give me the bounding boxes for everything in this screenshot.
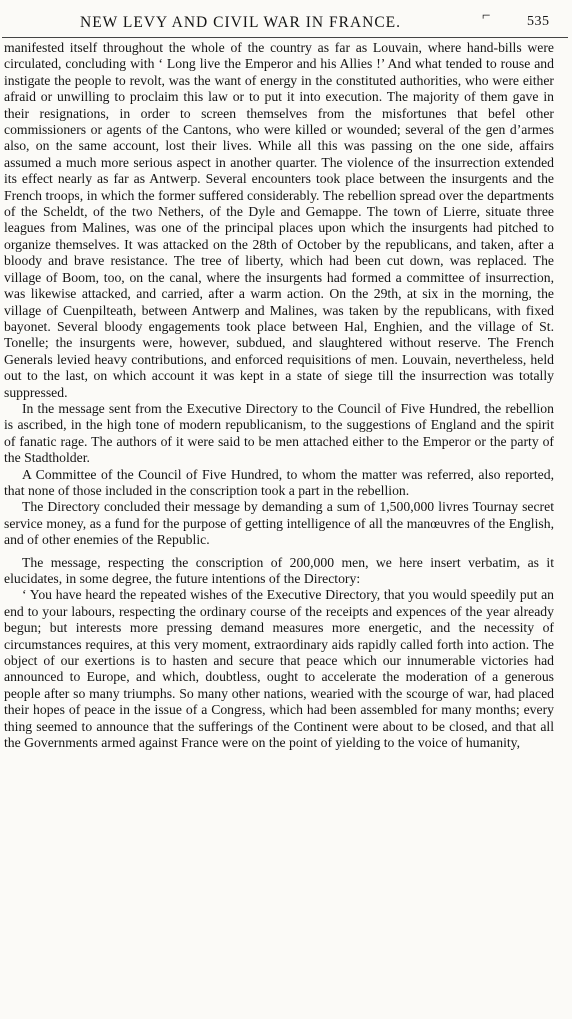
printer-mark: ⌐ (482, 8, 492, 24)
header-rule (2, 37, 568, 38)
running-header (0, 6, 572, 34)
paragraph-conscription-intro: The message, respecting the conscription of 200,000 men, we here insert verbatim, as it elucidates, in some degree, the future intentions of the Directory: (4, 554, 554, 586)
paragraph-committee-report: A Committee of the Council of Five Hundred, to whom the matter was referred, also reported, that none of those included in the conscription took a part in the rebellion. (4, 466, 554, 498)
paragraph-continuation: manifested itself throughout the whole of the country as far as Louvain, where hand-bills were circulated, concluding with ‘ Long live the Emperor and his Allies !’ And what tended to rouse and instigate the people to revolt, was the want of energy in the constituted authorities, who were either afraid or unwilling to proclaim this law or to put it into execution. The majority of them gave in their resignations, in order to screen themselves from the misfortunes that befel other commissioners or agents of the Cantons, who were killed or wounded; several of the gen d’armes also, on the same account, lost their lives. While all this was passing on the one side, affairs assumed a much more serious aspect in another quarter. The violence of the insurrection extended its effect nearly as far as Antwerp. Several encounters took place between the insurgents and the French troops, in which the former suffered considerably. The rebellion spread over the departments of the Scheldt, of the two Nethers, of the Dyle and Gemappe. The town of Lierre, situate three leagues from Malines, was one of the principal places upon which the insurgents had pitched to organize themselves. It was attacked on the 28th of October by the republicans, and taken, after a bloody and brave resistance. The tree of liberty, which had been cut down, was replaced. The village of Boom, too, on the canal, where the insurgents had formed a committee of insurrection, was likewise attacked, and carried, after a warm action. On the 29th, at six in the morning, the village of Cuenpilteath, between Antwerp and Malines, was taken by the republicans, with fixed bayonet. Several bloody engagements took place between Hal, Enghien, and the village of St. Tonelle; the insurgents were, however, subdued, and slaughtered without reserve. The French Generals levied heavy contributions, and enforced requisitions of men. Louvain, nevertheless, held out to the last, on which account it was kept in a state of siege till the insurrection was totally suppressed. (4, 40, 554, 400)
page-number: 535 (527, 14, 550, 29)
paragraph-quoted-message: ‘ You have heard the repeated wishes of the Executive Directory, that you would speedily put an end to your labours, respecting the ordinary course of the receipts and expences of the year already begun; but interests more pressing demand measures more energetic, and the necessity of circumstances requires, at this very moment, extraordinary aids rapidly called forth into action. The object of our exertions is to hasten and secure that peace which our innumerable victories had announced to Europe, and which, doubtless, ought to accelerate the moderation of a generous people after so many triumphs. So many other nations, wearied with the scourge of war, had placed their hopes of peace in the issue of a Congress, which had been assembled for many months; every thing seemed to announce that the sufferings of the Continent were about to be closed, and that all the Governments armed against France were on the point of yielding to the voice of humanity, (4, 587, 554, 751)
body-text (4, 40, 554, 751)
paragraph-secret-service: The Directory concluded their message by demanding a sum of 1,500,000 livres Tournay secret service money, as a fund for the purpose of getting intelligence of all the manœuvres of the English, and of other enemies of the Republic. (4, 499, 554, 548)
running-title: NEW LEVY AND CIVIL WAR IN FRANCE. (80, 14, 402, 31)
paragraph-directory-message: In the message sent from the Executive Directory to the Council of Five Hundred, the rebellion is ascribed, in the high tone of modern republicanism, to the suggestions of England and the spirit of fanatic rage. The authors of it were said to be men attached either to the Emperor or the party of the Stadtholder. (4, 400, 554, 466)
